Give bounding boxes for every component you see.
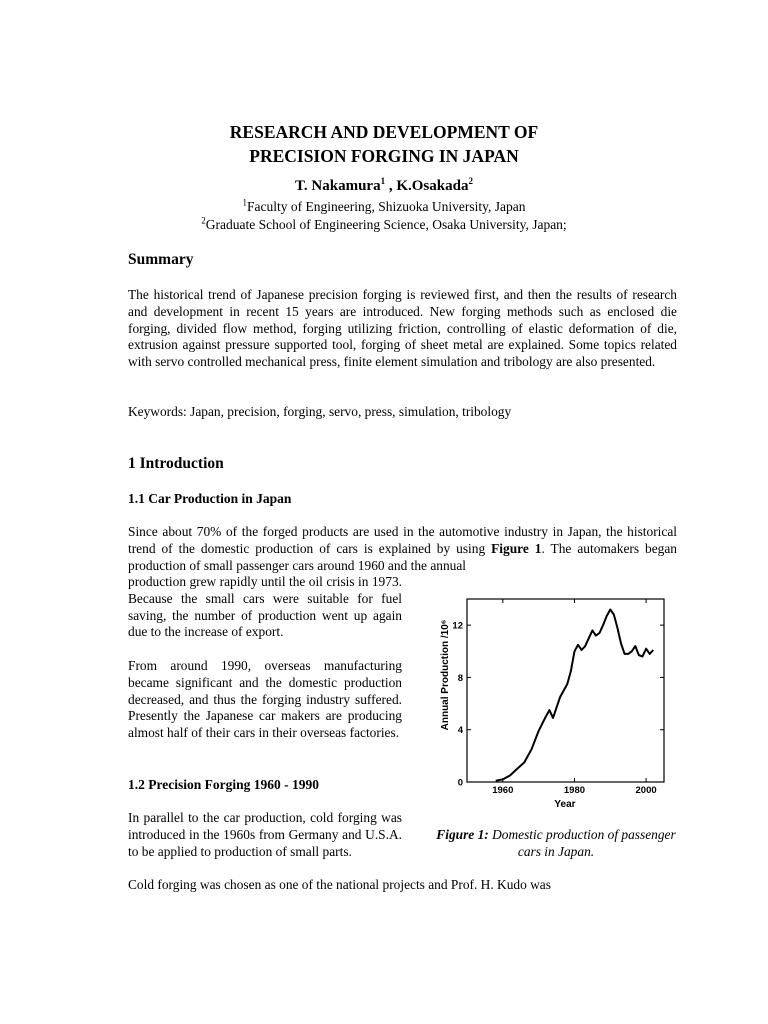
keywords: Keywords: Japan, precision, forging, servo, press, simulation, tribology	[128, 404, 512, 419]
summary-paragraph: The historical trend of Japanese precision forging is reviewed first, and then the results of research and development in recent 15 years are introduced. New forging methods such as enclosed die forging, divided flow method, forging utilizing friction, controlling of elastic deformation of die, extrusion against pressure supported tool, forging of sheet metal are explained. Some topics related with servo controlled mechanical press, finite element simulation and tribology are also presented.	[128, 287, 677, 370]
figure-1-chart	[432, 585, 680, 813]
section-1-heading: 1 Introduction	[128, 455, 224, 472]
car-production-paragraph	[128, 524, 677, 574]
y-tick-label: 0	[457, 777, 463, 789]
y-tick-label: 4	[457, 725, 463, 737]
author-2-affiliation-mark: 2	[468, 176, 473, 186]
overseas-manufacturing-paragraph: From around 1990, overseas manufacturing became significant and the domestic production decreased, and thus the forging industry suffered. Presently the Japanese car makers are producing almost half of their cars in their overseas factories.	[128, 658, 402, 741]
chart-series	[496, 610, 654, 781]
figure-1-caption	[432, 826, 680, 860]
x-tick-label: 1960	[492, 785, 514, 796]
chart-axes	[467, 599, 664, 782]
cold-forging-paragraph: Cold forging was chosen as one of the national projects and Prof. H. Kudo was	[128, 877, 551, 892]
affiliation-1-text: Faculty of Engineering, Shizuoka University, Japan	[247, 199, 526, 214]
author-2: K.Osakada	[396, 178, 469, 194]
paper-title-line2: PRECISION FORGING IN JAPAN	[249, 146, 519, 166]
section-1-1-heading: 1.1 Car Production in Japan	[128, 491, 292, 506]
author-1: T. Nakamura	[295, 178, 381, 194]
chart-x-axis-label: Year	[554, 799, 576, 810]
figure-1-caption-text: Domestic production of passenger cars in Japan.	[488, 827, 676, 859]
car-production-continued: production grew rapidly until the oil crisis in 1973. Because the small cars were suitable for fuel saving, the number of production went up again due to the increase of export.	[128, 574, 402, 640]
y-tick-label: 12	[452, 620, 463, 632]
figure-1-caption-label: Figure 1:	[436, 827, 489, 842]
section-1-2-heading: 1.2 Precision Forging 1960 - 1990	[128, 777, 319, 792]
affiliation-1	[0, 199, 768, 215]
paper-title-line1: RESEARCH AND DEVELOPMENT OF	[229, 122, 539, 142]
production-series-line	[496, 610, 654, 781]
author-list	[0, 178, 768, 195]
car-production-text-start: Since about 70% of the forged products are used in the automotive industry in Japan, the historical trend of the domestic production of cars is explained by using	[128, 524, 677, 556]
precision-forging-paragraph: In parallel to the car production, cold forging was introduced in the 1960s from Germany and U.S.A. to be applied to production of small parts.	[128, 810, 402, 859]
x-tick-label: 1980	[563, 785, 586, 796]
affiliation-2	[0, 217, 768, 233]
author-1-affiliation-mark: 1	[380, 176, 386, 186]
figure-1-reference[interactable]: Figure 1	[491, 540, 542, 556]
x-tick-label: 2000	[635, 785, 657, 796]
affiliation-2-text: Graduate School of Engineering Science, Osaka University, Japan;	[205, 217, 567, 232]
affiliation-2-mark: 2	[201, 215, 206, 226]
chart-ticks	[452, 599, 664, 796]
y-tick-label: 8	[457, 672, 463, 684]
chart-y-axis-label: Annual Production /10⁶	[440, 619, 451, 731]
car-production-text-end: . The automakers began production of small passenger cars around 1960 and the annual	[128, 540, 677, 573]
author-separator: ,	[385, 178, 397, 194]
affiliation-1-mark: 1	[242, 197, 248, 208]
summary-heading: Summary	[128, 251, 194, 268]
chart-plot-frame	[467, 599, 664, 782]
